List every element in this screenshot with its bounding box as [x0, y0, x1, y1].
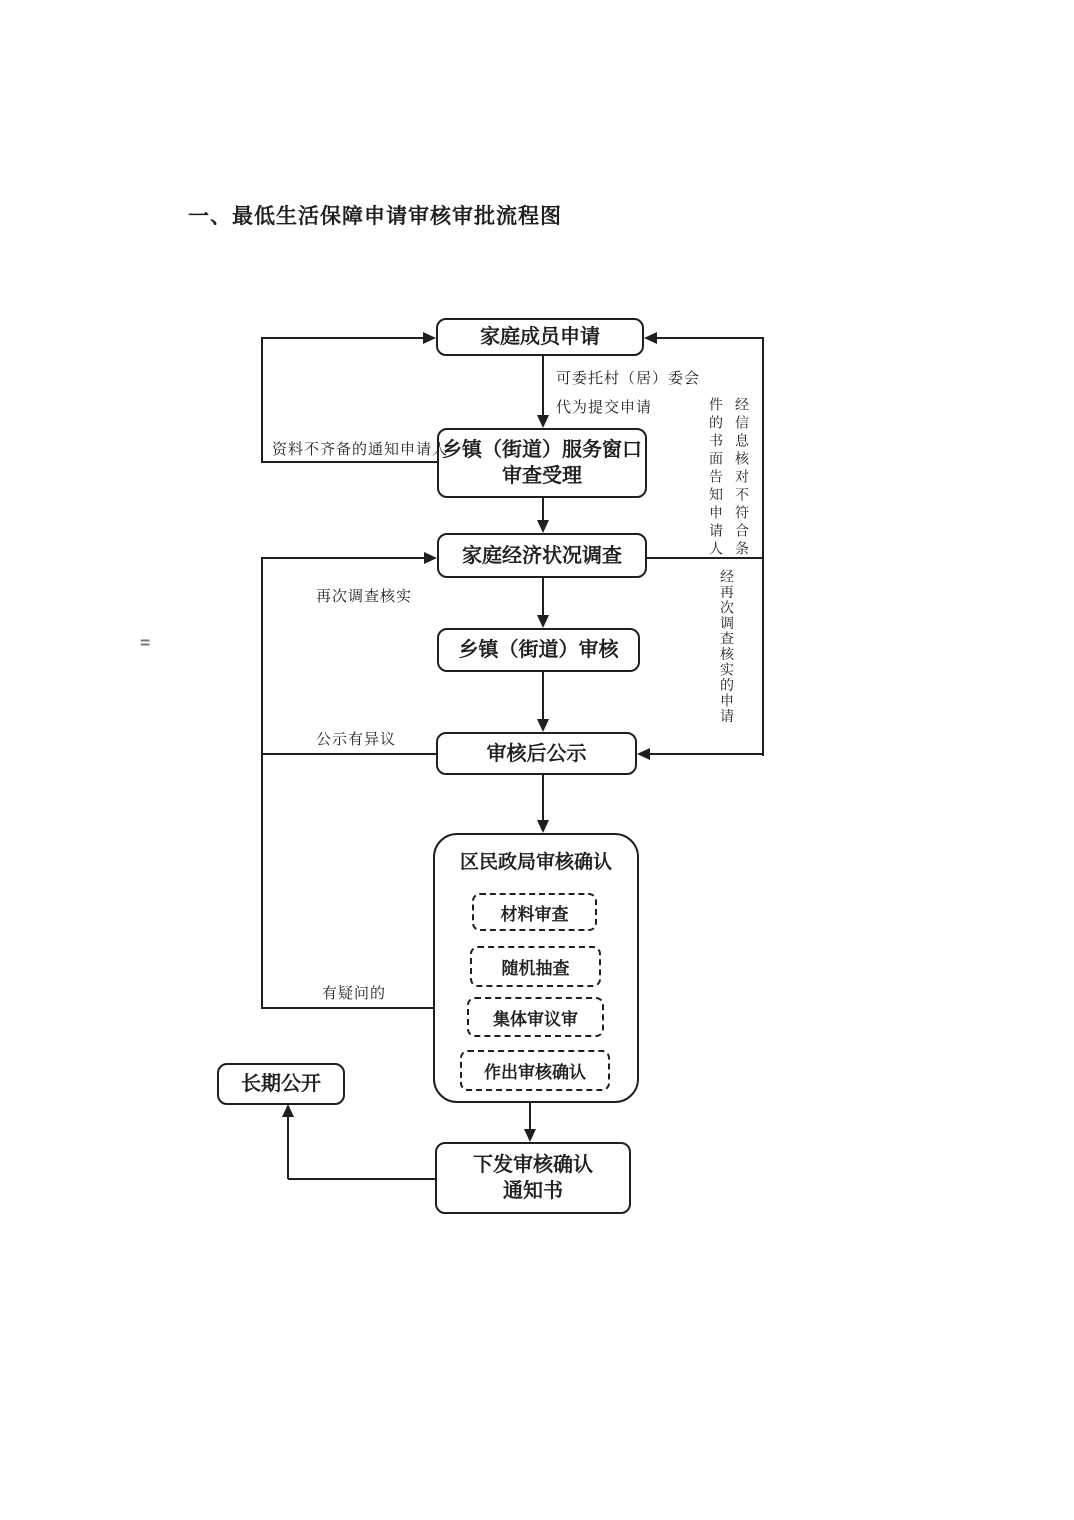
equals-mark: = — [140, 633, 151, 653]
node-post-review-publicity — [436, 732, 637, 775]
arrowhead-into-longterm — [282, 1104, 294, 1117]
label-publicity-objection: 公示有异议 — [316, 732, 397, 748]
connector-right-top-horizontal — [657, 337, 763, 339]
node-post-review-publicity-label: 审核后公示 — [486, 742, 587, 765]
connector-survey-to-town — [542, 578, 544, 616]
label-delegate-line1: 可委托村（居）委会 — [556, 371, 701, 387]
page-title: 一、最低生活保障申请审核审批流程图 — [188, 204, 562, 228]
label-verified-application: 经再次调查核实的申请 — [718, 569, 733, 724]
connector-apply-to-window — [542, 356, 544, 416]
arrowhead-into-district — [537, 820, 549, 833]
connector-notice-horizontal — [288, 1178, 435, 1180]
node-random-check-label: 随机抽查 — [501, 959, 570, 978]
connector-incomplete-vertical — [261, 337, 263, 463]
connector-notice-vertical — [287, 1117, 289, 1179]
connector-doubt-horizontal — [262, 1007, 433, 1009]
node-collective-review — [467, 997, 604, 1037]
node-material-check — [472, 893, 597, 931]
label-reinvestigate: 再次调查核实 — [316, 589, 413, 605]
arrowhead-into-publicity-right — [637, 748, 650, 760]
arrowhead-into-apply-left — [423, 332, 436, 344]
connector-right-vertical — [762, 337, 764, 756]
arrowhead-into-notice — [524, 1129, 536, 1142]
node-service-window-line2: 审查受理 — [502, 465, 582, 487]
node-town-review-label: 乡镇（街道）审核 — [458, 639, 619, 661]
node-family-apply — [436, 318, 644, 356]
label-has-doubt: 有疑问的 — [322, 986, 387, 1002]
node-service-window-line1: 乡镇（街道）服务窗口 — [442, 439, 642, 461]
arrowhead-into-apply-right — [644, 332, 657, 344]
connector-objection-horizontal — [262, 753, 436, 755]
connector-incomplete-top — [262, 337, 424, 339]
connector-town-to-publicity — [542, 672, 544, 720]
node-material-check-label: 材料审查 — [500, 904, 569, 924]
node-district-confirm-title: 区民政局审核确认 — [459, 852, 612, 873]
node-town-review — [437, 628, 640, 672]
node-random-check — [470, 946, 601, 987]
arrowhead-into-town — [537, 615, 549, 628]
arrowhead-into-survey — [537, 520, 549, 533]
arrowhead-into-survey-left — [424, 552, 437, 564]
node-make-confirmation — [460, 1050, 610, 1091]
connector-right-bottom-horizontal — [650, 753, 763, 755]
node-economic-survey-label: 家庭经济状况调查 — [462, 544, 622, 567]
connector-left-return-vertical — [261, 557, 263, 1009]
arrowhead-into-publicity — [537, 719, 549, 732]
node-service-window — [437, 428, 647, 498]
arrowhead-into-window — [537, 415, 549, 428]
connector-into-survey-left — [262, 557, 425, 559]
label-incomplete-materials: 资料不齐备的通知申请人 — [272, 442, 449, 458]
node-collective-review-label: 集体审议审 — [493, 1009, 578, 1029]
label-delegate-line2: 代为提交申请 — [556, 400, 653, 416]
label-info-mismatch: 经信息核对不符合条件的书面告知申请人 — [707, 397, 748, 559]
node-issue-notice-line2: 通知书 — [503, 1180, 563, 1202]
connector-publicity-to-district — [542, 775, 544, 821]
node-economic-survey — [437, 533, 647, 578]
node-longterm-publicity — [217, 1063, 345, 1105]
connector-window-to-survey — [542, 498, 544, 521]
node-longterm-publicity-label: 长期公开 — [241, 1073, 321, 1095]
node-issue-notice — [435, 1142, 631, 1214]
connector-district-to-notice — [529, 1103, 531, 1130]
node-make-confirmation-label: 作出审核确认 — [484, 1063, 586, 1082]
node-family-apply-label: 家庭成员申请 — [480, 326, 600, 348]
connector-incomplete-horizontal — [262, 461, 437, 463]
node-issue-notice-line1: 下发审核确认 — [473, 1154, 593, 1176]
